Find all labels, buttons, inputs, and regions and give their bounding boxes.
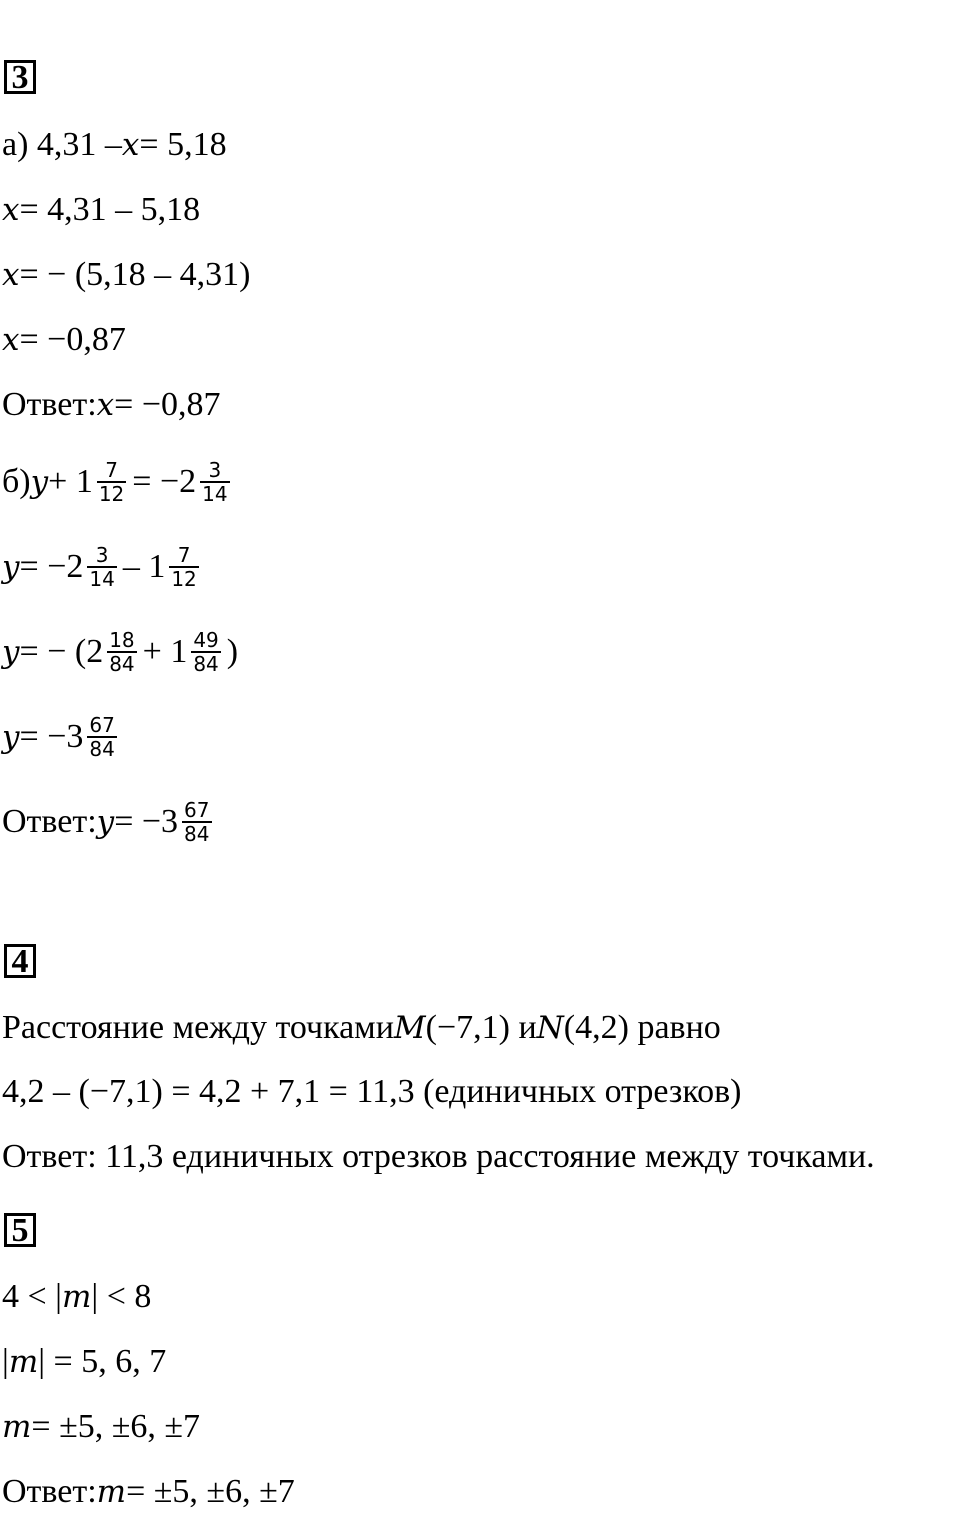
text: Расстояние между точками <box>2 1009 394 1046</box>
var-x: x <box>2 322 20 358</box>
numerator: 3 <box>95 543 109 567</box>
text: – 1 <box>122 548 166 585</box>
task-3b-step-2 <box>2 622 238 682</box>
fraction <box>87 714 116 760</box>
var-m: m <box>8 1344 39 1380</box>
task-5-answer <box>2 1462 295 1522</box>
var-y: y <box>2 549 20 585</box>
task-4-statement <box>2 998 721 1058</box>
var-m: m <box>61 1279 92 1315</box>
text: = − (5,18 – 4,31) <box>19 256 251 293</box>
task-3a-step-3 <box>2 310 126 370</box>
task-3a-step-2 <box>2 245 250 305</box>
var-x: x <box>2 192 20 228</box>
denominator: 12 <box>171 567 197 591</box>
answer-label: Ответ: <box>2 1473 97 1510</box>
task-4-number: 4 <box>4 944 36 978</box>
numerator: 7 <box>177 543 191 567</box>
text: 4,2 – (−7,1) = 4,2 + 7,1 = 11,3 (единичных отрезков) <box>2 1073 742 1110</box>
text: = − (2 <box>19 633 104 670</box>
fraction <box>200 459 229 505</box>
text: = −3 <box>114 803 179 840</box>
denominator: 14 <box>89 567 115 591</box>
denominator: 12 <box>98 482 125 506</box>
var-y: y <box>96 804 115 840</box>
text: (4,2) равно <box>563 1009 721 1046</box>
task-3a-equation <box>2 115 227 175</box>
task-3b-step-1 <box>2 537 205 597</box>
answer-label: Ответ: <box>2 386 97 423</box>
fraction <box>107 629 136 675</box>
fraction <box>97 459 126 505</box>
var-x: x <box>2 257 20 293</box>
numerator: 49 <box>193 628 219 652</box>
task-3a-step-1 <box>2 180 200 240</box>
var-y: y <box>2 634 20 670</box>
text: | <box>2 1343 9 1380</box>
text: | = 5, 6, 7 <box>38 1343 167 1380</box>
numerator: 67 <box>184 798 210 822</box>
text: ) <box>226 633 239 670</box>
denominator: 84 <box>193 652 219 676</box>
answer-label: Ответ: <box>2 803 97 840</box>
task-5-number: 5 <box>4 1213 36 1247</box>
text: (−7,1) и <box>425 1009 537 1046</box>
task-3-number: 3 <box>4 60 36 94</box>
numerator: 7 <box>105 458 118 482</box>
text: = −2 <box>19 548 84 585</box>
fraction <box>87 544 116 590</box>
task-3b-answer <box>2 792 218 852</box>
fraction <box>191 629 220 675</box>
text: Ответ: 11,3 единичных отрезков расстояние между точками. <box>2 1138 875 1175</box>
task-3b-equation <box>2 452 236 512</box>
denominator: 14 <box>202 482 228 506</box>
var-y: y <box>2 719 20 755</box>
text: = −0,87 <box>19 321 126 358</box>
point-m: M <box>393 1010 426 1046</box>
text: = ±5, ±6, ±7 <box>31 1408 201 1445</box>
denominator: 84 <box>109 652 135 676</box>
task-5-inequality <box>2 1267 151 1327</box>
text: | < 8 <box>91 1278 152 1315</box>
denominator: 84 <box>184 822 210 846</box>
text: а) 4,31 – <box>2 126 122 163</box>
denominator: 84 <box>89 737 115 761</box>
var-x: x <box>96 387 115 423</box>
numerator: 3 <box>208 458 222 482</box>
fraction <box>169 544 198 590</box>
text: = ±5, ±6, ±7 <box>126 1473 295 1510</box>
text: б) <box>2 463 31 500</box>
var-m: m <box>2 1409 32 1445</box>
task-4-answer <box>2 1127 875 1187</box>
numerator: 18 <box>109 628 135 652</box>
task-5-step-2 <box>2 1397 200 1457</box>
var-x: x <box>121 127 140 163</box>
var-y: y <box>30 464 49 500</box>
task-3b-step-3 <box>2 707 123 767</box>
var-m: m <box>96 1474 127 1510</box>
text: = −3 <box>19 718 84 755</box>
numerator: 67 <box>89 713 115 737</box>
fraction <box>182 799 211 845</box>
text: = −2 <box>132 463 197 500</box>
text: + 1 <box>142 633 188 670</box>
text: = 5,18 <box>139 126 227 163</box>
task-5-step-1 <box>2 1332 166 1392</box>
point-n: N <box>536 1010 564 1046</box>
text: = 4,31 – 5,18 <box>19 191 201 228</box>
text: 4 < | <box>2 1278 62 1315</box>
task-4-calculation <box>2 1062 742 1122</box>
task-3a-answer <box>2 375 221 435</box>
text: + 1 <box>48 463 93 500</box>
text: = −0,87 <box>114 386 221 423</box>
